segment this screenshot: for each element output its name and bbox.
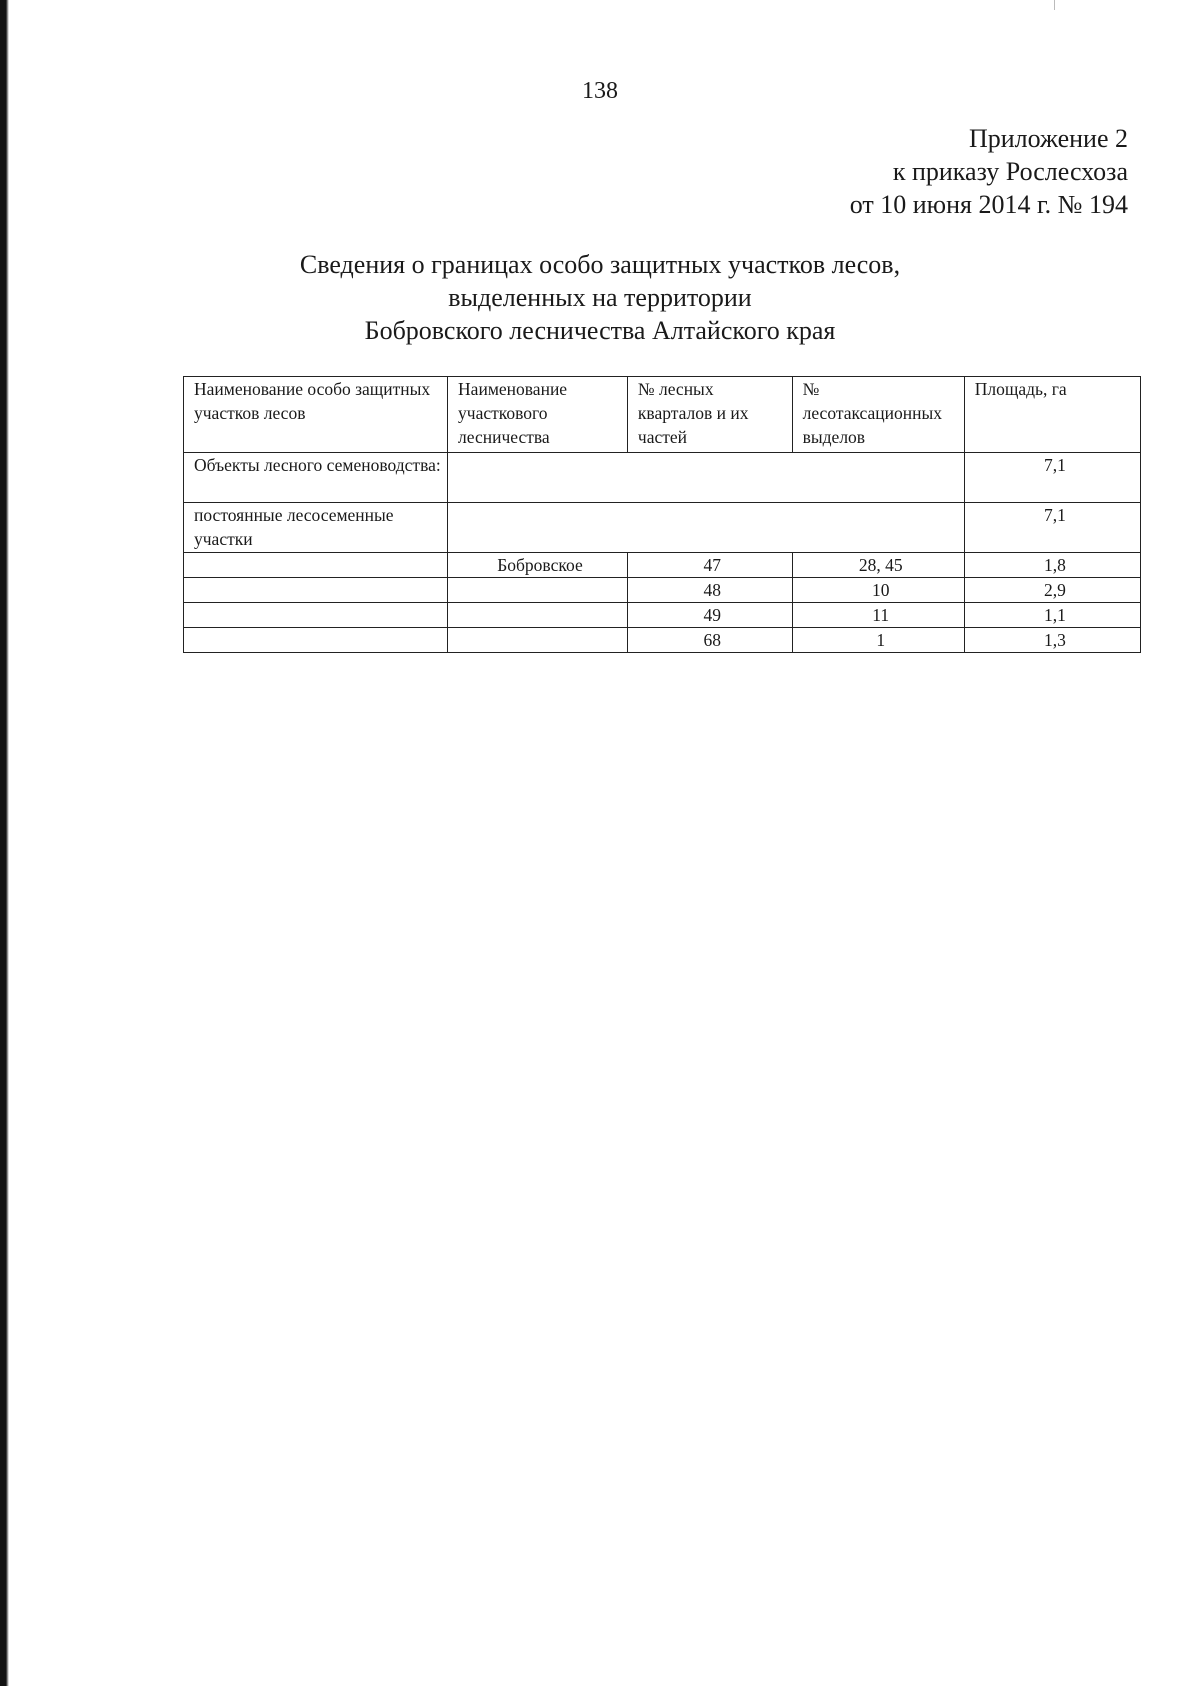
cell-name	[184, 553, 448, 578]
table-group-row	[184, 503, 1141, 553]
appendix-line: от 10 июня 2014 г. № 194	[849, 190, 1128, 219]
page-number: 138	[582, 78, 618, 104]
table-row	[184, 628, 1141, 653]
header-forestry: Наименование участкового лесничества	[448, 377, 628, 453]
table-row	[184, 578, 1141, 603]
group-empty-cell	[448, 503, 965, 553]
table-row	[184, 553, 1141, 578]
group-name: постоянные лесосеменные участки	[184, 503, 448, 553]
cell-name	[184, 628, 448, 653]
cell-plots: 1	[792, 628, 964, 653]
document-title	[0, 248, 1200, 347]
table-header-row	[184, 377, 1141, 453]
cell-area: 1,8	[964, 553, 1140, 578]
cell-plots: 11	[792, 603, 964, 628]
cell-name	[184, 578, 448, 603]
cell-quarter: 47	[627, 553, 792, 578]
cell-forestry	[448, 578, 628, 603]
table-group-row	[184, 453, 1141, 503]
header-area-name: Наименование особо защитных участков лесов	[184, 377, 448, 453]
protected-areas-table	[183, 376, 1141, 653]
cell-area: 2,9	[964, 578, 1140, 603]
cell-quarter: 49	[627, 603, 792, 628]
cell-area: 1,1	[964, 603, 1140, 628]
appendix-line: Приложение 2	[968, 124, 1128, 153]
cell-plots: 28, 45	[792, 553, 964, 578]
title-line: Сведения о границах особо защитных участков лесов,	[299, 250, 901, 279]
header-plots: № лесотаксационных выделов	[792, 377, 964, 453]
cell-forestry	[448, 628, 628, 653]
group-area: 7,1	[964, 503, 1140, 553]
table-row	[184, 603, 1141, 628]
cell-name	[184, 603, 448, 628]
title-line: выделенных на территории	[448, 283, 752, 312]
title-line: Бобровского лесничества Алтайского края	[364, 316, 836, 345]
cell-quarter: 48	[627, 578, 792, 603]
scan-speck	[1054, 0, 1055, 10]
header-quarters: № лесных кварталов и их частей	[627, 377, 792, 453]
cell-forestry: Бобровское	[448, 553, 628, 578]
header-area: Площадь, га	[964, 377, 1140, 453]
cell-forestry	[448, 603, 628, 628]
group-area: 7,1	[964, 453, 1140, 503]
group-name: Объекты лесного семеноводства:	[184, 453, 448, 503]
appendix-line: к приказу Рослесхоза	[892, 157, 1128, 186]
cell-area: 1,3	[964, 628, 1140, 653]
appendix-reference	[850, 122, 1128, 221]
cell-plots: 10	[792, 578, 964, 603]
group-empty-cell	[448, 453, 965, 503]
cell-quarter: 68	[627, 628, 792, 653]
